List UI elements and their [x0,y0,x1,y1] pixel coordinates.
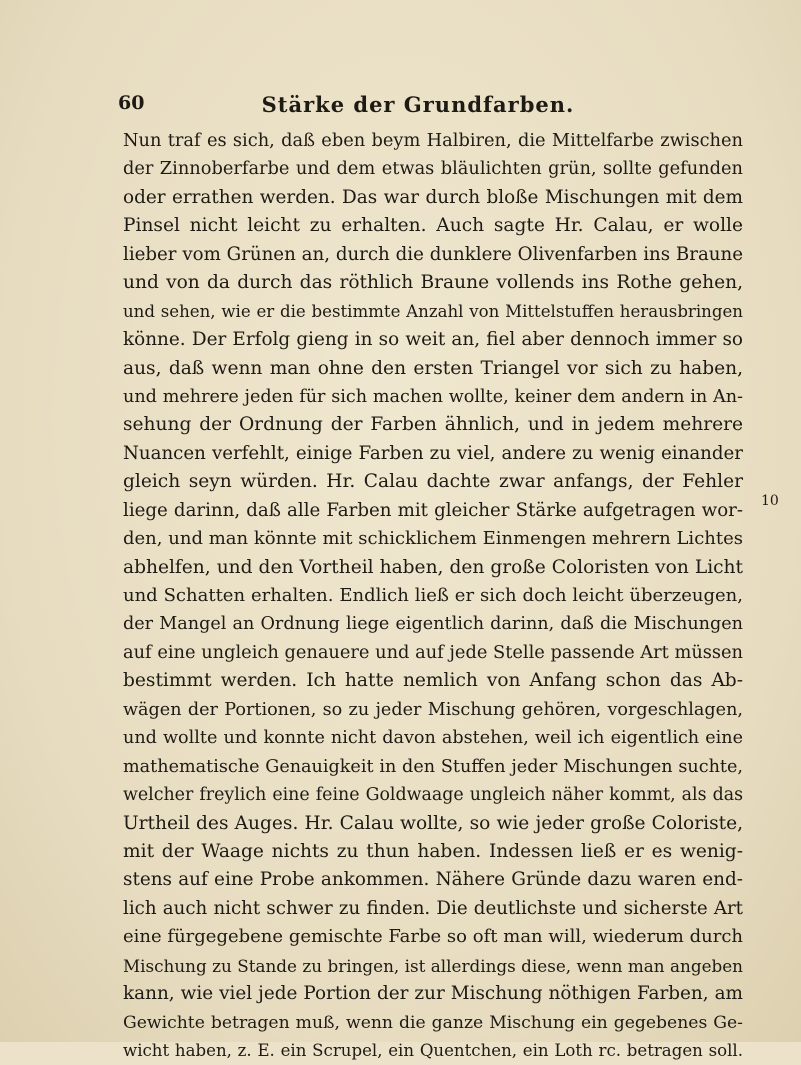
text-line: gleich seyn würden. Hr. Calau dachte zwar anfangs, der Fehler [123,471,743,493]
page-header [118,92,718,122]
text-line: bestimmt werden. Ich hatte nemlich von Anfang schon das Ab- [123,670,743,692]
text-line: und wollte und konnte nicht davon abstehen, weil ich eigentlich eine [123,728,743,749]
text-line: oder errathen werden. Das war durch bloße Mischungen mit dem [123,186,743,208]
text-line: liege darinn, daß alle Farben mit gleicher Stärke aufgetragen wor- [123,499,743,521]
text-line: und Schatten erhalten. Endlich ließ er sich doch leicht überzeugen, [123,585,743,606]
page-number: 60 [118,92,145,114]
text-line: aus, daß wenn man ohne den ersten Triangel vor sich zu haben, [123,357,743,379]
text-line: der Mangel an Ordnung liege eigentlich darinn, daß die Mischungen [123,614,743,635]
running-title: Stärke der Grundfarben. [261,92,575,117]
text-line: Pinsel nicht leicht zu erhalten. Auch sagte Hr. Calau, er wolle [123,215,743,237]
text-line: mit der Waage nichts zu thun haben. Indessen ließ er es wenig- [123,840,743,862]
text-line: Nun traf es sich, daß eben beym Halbiren, die Mittelfarbe zwischen [123,130,743,151]
text-line: auf eine ungleich genauere und auf jede Stelle passende Art müssen [123,641,743,663]
text-line: könne. Der Erfolg gieng in so weit an, fiel aber dennoch immer so [123,329,743,351]
body-text [123,127,779,1065]
text-line: der Zinnoberfarbe und dem etwas bläulichten grün, sollte gefunden [123,158,743,180]
text-line: und sehen, wie er die bestimmte Anzahl von Mittelstuffen herausbringen [123,301,743,321]
text-line: den, und man könnte mit schicklichem Einmengen mehrern Lichtes [123,528,743,550]
text-line: wicht haben, z. E. ein Scrupel, ein Quentchen, ein Loth rc. betragen soll. [123,1041,743,1060]
text-line: und mehrere jeden für sich machen wollte, keiner dem andern in An- [123,386,743,407]
text-line: abhelfen, und den Vortheil haben, den große Coloristen von Licht [123,556,743,578]
text-line: Gewichte betragen muß, wenn die ganze Mischung ein gegebenes Ge- [123,1012,743,1033]
text-line: sehung der Ordnung der Farben ähnlich, und in jedem mehrere [123,414,743,436]
text-line: Urtheil des Auges. Hr. Calau wollte, so wie jeder große Coloriste, [123,812,743,834]
text-line: kann, wie viel jede Portion der zur Mischung nöthigen Farben, am [123,983,743,1005]
text-line: welcher freylich eine feine Goldwaage ungleich näher kommt, als das [123,785,743,806]
text-line: Mischung zu Stande zu bringen, ist allerdings diese, wenn man angeben [123,955,743,976]
text-line: und von da durch das röthlich Braune vollends ins Rothe gehen, [123,272,743,294]
text-line: lieber vom Grünen an, durch die dunklere Olivenfarben ins Braune [123,243,743,265]
text-line: mathematische Genauigkeit in den Stuffen jeder Mischungen suchte, [123,756,743,777]
text-line: eine fürgegebene gemischte Farbe so oft man will, wiederum durch [123,926,743,948]
text-line: wägen der Portionen, so zu jeder Mischung gehören, vorgeschlagen, [123,699,743,720]
margin-line-number: 10 [761,493,779,509]
text-line: lich auch nicht schwer zu finden. Die deutlichste und sicherste Art [123,897,743,919]
text-line: Nuancen verfehlt, einige Farben zu viel, andere zu wenig einander [123,442,743,464]
text-line: stens auf eine Probe ankommen. Nähere Gründe dazu waren end- [123,869,743,891]
